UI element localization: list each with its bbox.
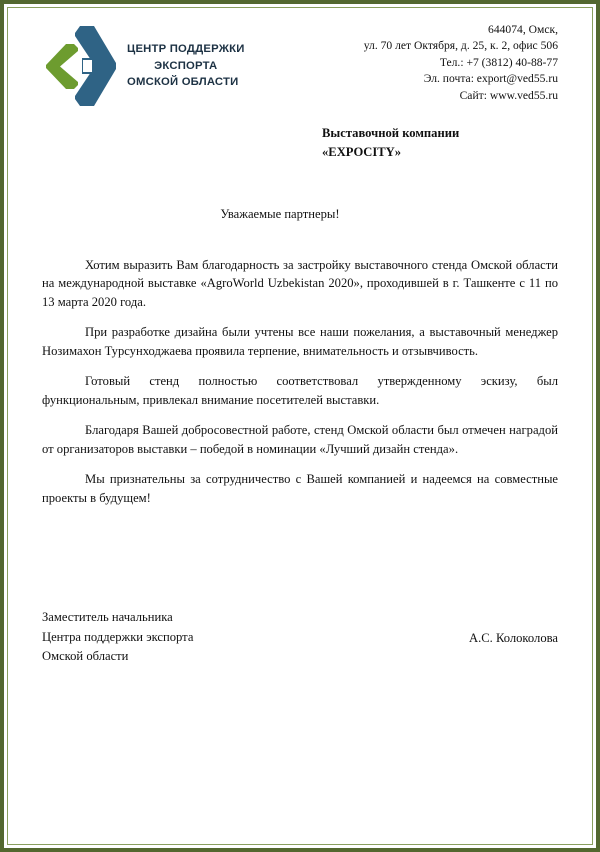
- export-support-center-logo-icon: [42, 24, 118, 108]
- logo-text-line-1: ЦЕНТР ПОДДЕРЖКИ: [127, 43, 245, 56]
- body-paragraph: Готовый стенд полностью соответствовал утвержденному эскизу, был функциональным, привлекал внимание посетителей выставки.: [42, 374, 558, 407]
- logo-text-line-3: ОМСКОЙ ОБЛАСТИ: [127, 76, 239, 89]
- body-paragraph: Мы признательны за сотрудничество с Вашей компанией и надеемся на совместные проекты в будущем!: [42, 472, 558, 505]
- organization-address-block: [364, 20, 558, 104]
- logo-text-line-2: ЭКСПОРТА: [154, 59, 218, 72]
- letterhead: [42, 20, 558, 104]
- signatory-title-line-3: Омской области: [42, 649, 129, 664]
- body-paragraph: Хотим выразить Вам благодарность за застройку выставочного стенда Омской области на международной выставке «AgroWorld Uzbekistan 2020», проходившей в г. Ташкенте с 11 по 13 марта 2020 года.: [42, 257, 558, 309]
- address-phone: Тел.: +7 (3812) 40-88-77: [439, 55, 558, 69]
- signature-block: [42, 608, 558, 667]
- letter-body: [42, 256, 558, 508]
- salutation: Уважаемые партнеры!: [220, 206, 340, 221]
- organization-logo: [42, 20, 245, 108]
- signatory-title-line-2: Центра поддержки экспорта: [42, 629, 194, 644]
- letter-page-inner-border: [7, 7, 593, 845]
- signatory-title: [42, 608, 193, 667]
- signatory-title-line-1: Заместитель начальника: [42, 610, 173, 624]
- body-paragraph: При разработке дизайна были учтены все наши пожелания, а выставочный менеджер Нозимахон Турсунходжаева проявила терпение, внимательность и отзывчивость.: [42, 325, 558, 358]
- recipient-company-type: Выставочной компании: [322, 126, 460, 140]
- body-paragraph: Благодаря Вашей добросовестной работе, стенд Омской области был отмечен наградой от организаторов выставки – победой в номинации «Лучший дизайн стенда».: [42, 423, 558, 456]
- signatory-name: А.С. Колоколова: [469, 631, 558, 645]
- recipient-company-name: «EXPOCITY»: [322, 144, 402, 159]
- recipient-block: [322, 124, 558, 162]
- address-email: Эл. почта: export@ved55.ru: [423, 72, 558, 86]
- address-website: Сайт: www.ved55.ru: [459, 88, 558, 102]
- address-street: ул. 70 лет Октября, д. 25, к. 2, офис 506: [363, 39, 558, 53]
- address-postal-city: 644074, Омск,: [488, 23, 558, 36]
- organization-logo-text: [127, 41, 245, 90]
